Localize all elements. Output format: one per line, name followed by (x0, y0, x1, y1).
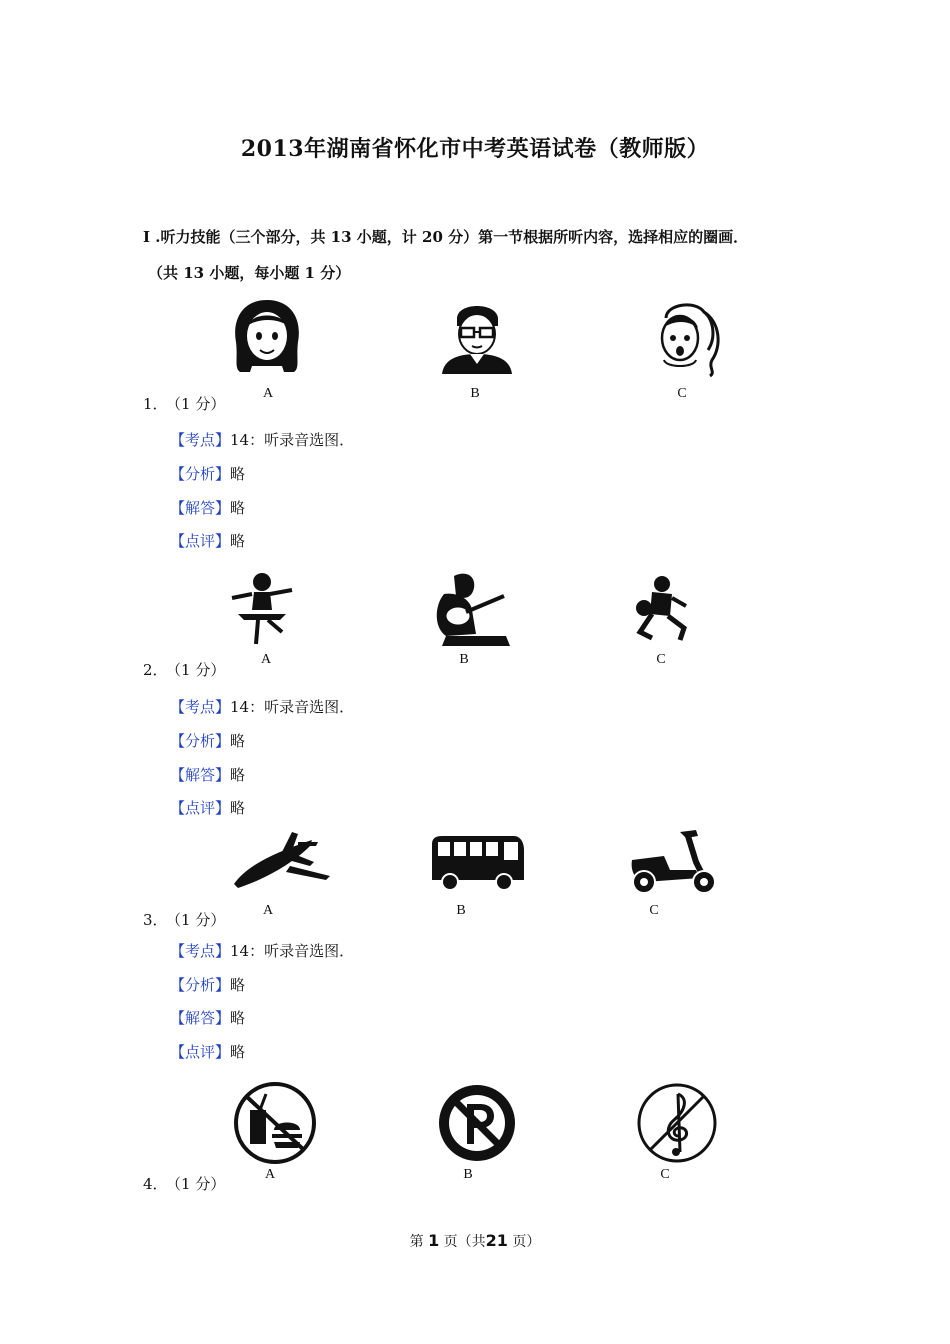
analysis-label: 【解答】 (170, 1009, 231, 1027)
question-score: （1 分） (173, 911, 226, 929)
analysis-text: 略 (230, 465, 246, 483)
analysis-row (170, 940, 354, 961)
option-label-c: C (677, 386, 687, 401)
option-label-a: A (262, 903, 274, 918)
question-number (143, 909, 225, 930)
no-parking-icon (432, 1080, 522, 1166)
footer-prefix: 第 (409, 1234, 424, 1250)
boy-glasses-icon (432, 298, 522, 376)
option-label-b: B (459, 652, 469, 667)
analysis-label: 【点评】 (170, 799, 231, 817)
analysis-text: 略 (230, 732, 246, 750)
analysis-label: 【点评】 (170, 532, 231, 550)
analysis-label: 【分析】 (170, 976, 231, 994)
ballet-dancer-icon (222, 568, 312, 646)
option-label-a: A (262, 386, 274, 401)
airplane-icon (228, 828, 334, 894)
analysis-text: 略 (230, 1009, 246, 1027)
analysis-text: 略 (230, 532, 246, 550)
question-index: 4． (143, 1175, 168, 1193)
analysis-label: 【考点】 (170, 431, 231, 449)
analysis-row (170, 530, 245, 551)
analysis-text: 略 (230, 799, 246, 817)
analysis-label: 【解答】 (170, 499, 231, 517)
analysis-label: 【分析】 (170, 732, 231, 750)
analysis-text: 略 (230, 499, 246, 517)
question-number (143, 659, 225, 680)
analysis-row (170, 974, 245, 995)
footer-middle: 页（共 (443, 1234, 486, 1250)
question-number (143, 393, 225, 414)
option-label-a: A (264, 1167, 276, 1182)
option-label-a: A (260, 652, 272, 667)
analysis-label: 【点评】 (170, 1043, 231, 1061)
analysis-text: 14：听录音选图． (230, 942, 355, 960)
question-score: （1 分） (173, 395, 226, 413)
analysis-row (170, 497, 245, 518)
analysis-row (170, 463, 245, 484)
analysis-text: 略 (230, 1043, 246, 1061)
analysis-row (170, 764, 245, 785)
girl-ponytail-icon (636, 298, 726, 376)
option-label-c: C (660, 1167, 670, 1182)
girl-long-hair-icon (222, 296, 312, 374)
question-score: （1 分） (173, 661, 226, 679)
page-footer (0, 1231, 950, 1251)
scooter-icon (624, 826, 722, 896)
analysis-label: 【考点】 (170, 698, 231, 716)
analysis-row (170, 696, 354, 717)
option-label-c: C (656, 652, 666, 667)
analysis-row (170, 1007, 245, 1028)
analysis-row (170, 429, 354, 450)
page-title: 2013年湖南省怀化市中考英语试卷（教师版） (240, 136, 710, 162)
footer-total-pages: 21 (485, 1231, 508, 1250)
option-label-b: B (463, 1167, 473, 1182)
footer-page-number: 1 (428, 1231, 440, 1250)
guitar-player-icon (426, 570, 516, 648)
section-instructions-cont: （共 13 小题，每小题 1 分） (148, 264, 351, 282)
analysis-text: 略 (230, 976, 246, 994)
option-label-b: B (470, 386, 480, 401)
question-index: 2． (143, 661, 168, 679)
analysis-row (170, 797, 245, 818)
analysis-row (170, 1041, 245, 1062)
question-index: 3． (143, 911, 168, 929)
analysis-label: 【解答】 (170, 766, 231, 784)
analysis-text: 略 (230, 766, 246, 784)
question-number (143, 1173, 225, 1194)
no-food-icon (230, 1080, 320, 1166)
analysis-label: 【考点】 (170, 942, 231, 960)
question-score: （1 分） (173, 1175, 226, 1193)
basketball-player-icon (622, 572, 712, 650)
analysis-text: 14：听录音选图． (230, 698, 355, 716)
question-index: 1． (143, 395, 168, 413)
option-label-c: C (649, 903, 659, 918)
option-label-b: B (456, 903, 466, 918)
no-music-icon (634, 1080, 720, 1166)
bus-icon (428, 834, 526, 892)
analysis-row (170, 730, 245, 751)
analysis-text: 14：听录音选图． (230, 431, 355, 449)
section-instructions: I .听力技能（三个部分，共 13 小题，计 20 分）第一节根据所听内容，选择相应的圈画． (143, 228, 749, 246)
analysis-label: 【分析】 (170, 465, 231, 483)
footer-suffix: 页） (512, 1234, 541, 1250)
